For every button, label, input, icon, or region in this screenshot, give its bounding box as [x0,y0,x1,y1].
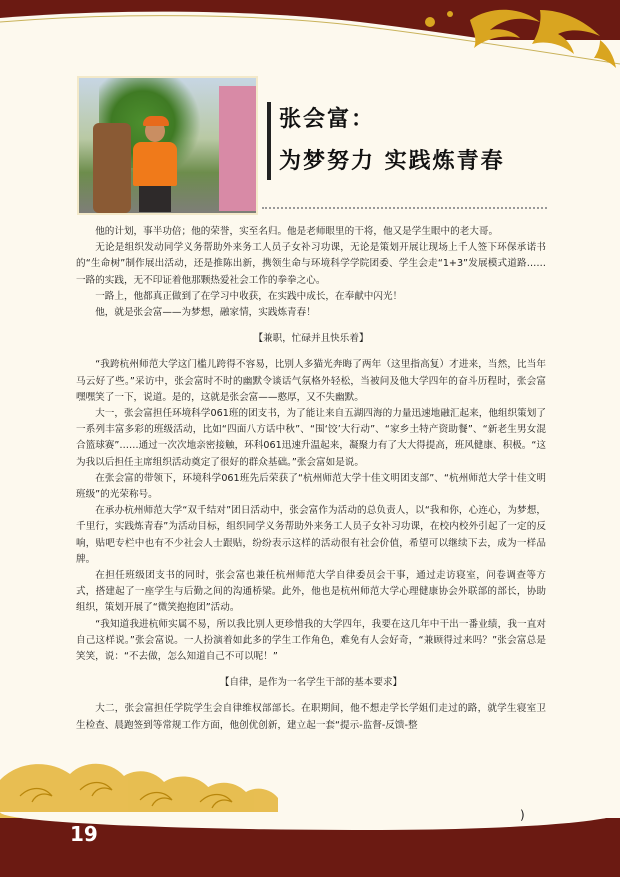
paragraph: 在担任班级团支书的同时，张会富也兼任杭州师范大学自律委员会干事，通过走访寝室，问卷调查等方式，搭建起了一座学生与后勤之间的沟通桥梁。此外，他也是杭州师范大学心理健康协会外联部的部长，协助组织，策划开展了“微笑抱抱团”活动。 [76,570,546,614]
paragraph: 在张会富的带领下，环境科学061班先后荣获了“杭州师范大学十佳文明团支部”、“杭州师范大学十佳文明班级”的光荣称号。 [76,472,546,501]
paragraph: 大一，张会富担任环境科学061班的团支书，为了能让来自五湖四海的力量迅速地融汇起来，他组织策划了一系列丰富多彩的班级活动，比如“四面八方话中秋”、“围‘饺’大行动”、“家乡土特产资助餐”、“新老生男女混合篮球赛”……通过一次次地亲密接触，环科061迅速升温起来，凝聚力有了大大得提高，班风健康、积极。“这为我以后担任主席组织活动奠定了很好的群众基础。”张会富如是说。 [76,408,546,468]
top-ornament-swash [0,0,620,80]
photo-display-board [219,86,258,211]
profile-photo [77,76,258,215]
title-accent-bar [267,102,271,180]
page-number: 19 [70,822,98,846]
article-title [267,96,537,188]
title-line-1: 张会富： [279,107,376,132]
paragraph: 无论是组织发动同学义务帮助外来务工人员子女补习功课，无论是策划开展让现场上千人签下环保承诺书的“生命树”制作展出活动，还是推陈出新，携领生命与环境科学学院团委、学生会走“1+3”发展模式道路……一路的实践，无不印证着他那颗热爱社会工作的拳拳之心。 [76,242,546,286]
paragraph: 他的计划，事半功倍；他的荣誉，实至名归。他是老师眼里的干将，他又是学生眼中的老大哥。 [95,226,499,237]
title-dotted-divider [262,207,547,209]
photo-person [131,120,179,212]
paragraph: 他，就是张会富——为梦想，融家情，实践炼青春！ [95,307,316,319]
paragraph: 一路上，他都真正做到了在学习中收获，在实践中成长，在奉献中闪光！ [95,290,403,302]
closing-bracket: ) [520,808,525,822]
paragraph: 在承办杭州师范大学“双千结对”团日活动中，张会富作为活动的总负责人，以“我和你，心连心，为梦想，千里行，实践炼青春”为活动目标，组织同学义务帮助外来务工人员子女补习功课，在校内校外引起了一定的反响，贴吧专栏中也有不少社会人士跟贴，纷纷表示这样的活动很有社会价值，希望可以继续下去，成为一样品牌。 [76,505,546,565]
paragraph: “我知道我进杭师实属不易，所以我比别人更珍惜我的大学四年，我要在这几年中干出一番业绩，我一直对自己这样说。”张会富说。一人扮演着如此多的学生工作角色，难免有人会好奇，“兼顾得过来吗？”张会富总是笑笑，说：“不去做，怎么知道自己不可以呢！” [76,618,546,663]
paragraph: “我跨杭州师范大学这门槛儿跨得不容易，比别人多猫光奔晦了两年（这里指高复）才进来，当然，比当年马云好了些。”采访中，张会富时不时的幽默令谈话气氛格外轻松，当被问及他大学四年的奋斗历程时，张会富嘿嘿笑了一下，说道。是的，这就是张会富——憨厚，又不失幽默。 [76,359,546,403]
paragraph: 大二，张会富担任学院学生会自律维权部部长。在职期间，他不想走学长学姐们走过的路，就学生寝室卫生检查、晨跑签到等常规工作方面，他创优创新，建立起一套“提示-监督-反馈-整 [76,703,546,731]
section-heading: 【兼职，忙碌并且快乐着】 [253,333,369,345]
section-heading: 【自律，是作为一名学生干部的基本要求】 [219,677,403,689]
article-body [76,224,546,734]
photo-tree-trunk [93,123,131,213]
title-line-2: 为梦努力 实践炼青春 [279,149,505,174]
